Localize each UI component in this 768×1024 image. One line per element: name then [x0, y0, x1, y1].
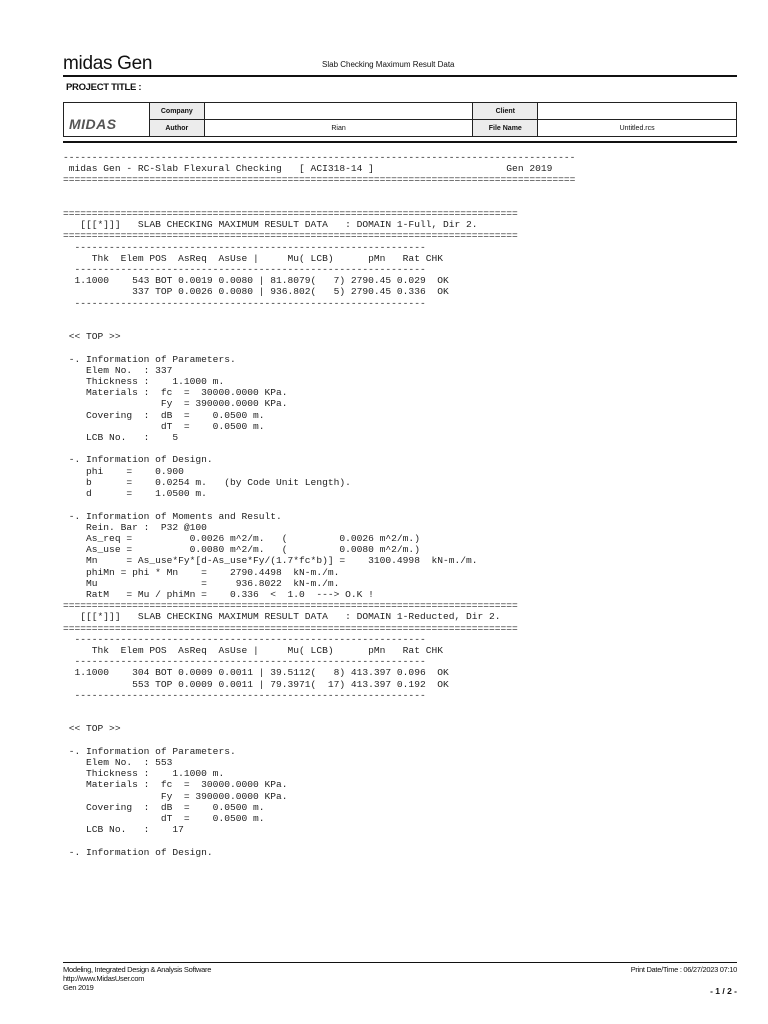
header-rule — [63, 75, 737, 77]
report-body: ----------------------------------------------------------------------------------------- midas Gen - RC-Slab Flexural Checking [ ACI318-14 ] Gen 2019 ========================================================================================= =============================================================================== [[[*]]] SLAB CHECKING MAXIMUM RESULT DATA : DOMAIN 1-Full, Dir 2. =============================================================================== ------------------------------------------------------------- Thk Elem POS AsReq AsUse | Mu( LCB) pMn Rat CHK ------------------------------------------------------------- 1.1000 543 BOT 0.0019 0.0080 | 81.8079( 7) 2790.45 0.029 OK 337 TOP 0.0026 0.0080 | 936.802( 5) 2790.45 0.336 OK ------------------------------------------------------------- << TOP >> -. Information of Parameters. Elem No. : 337 Thickness : 1.1000 m. Materials : fc = 30000.0000 KPa. Fy = 390000.0000 KPa. Covering : dB = 0.0500 m. dT = 0.0500 m. LCB No. : 5 -. Information of Design. phi = 0.900 b = 0.0254 m. (by Code Unit Length). d = 1.0500 m. -. Information of Moments and Result. Rein. Bar : P32 @100 As_req = 0.0026 m^2/m. ( 0.0026 m^2/m.) As_use = 0.0080 m^2/m. ( 0.0080 m^2/m.) Mn = As_use*Fy*[d-As_use*Fy/(1.7*fc*b)] = 3100.4998 kN-m./m. phiMn = phi * Mn = 2790.4498 kN-m./m. Mu = 936.8022 kN-m./m. RatM = Mu / phiMn = 0.336 < 1.0 ---> O.K ! =============================================================================== [[[*]]] SLAB CHECKING MAXIMUM RESULT DATA : DOMAIN 1-Reducted, Dir 2. =============================================================================== ------------------------------------------------------------- Thk Elem POS AsReq AsUse | Mu( LCB) pMn Rat CHK ------------------------------------------------------------- 1.1000 304 BOT 0.0009 0.0011 | 39.5112( 8) 413.397 0.096 OK 553 TOP 0.0009 0.0011 | 79.3971( 17) 413.397 0.192 OK ------------------------------------------------------------- << TOP >> -. Information of Parameters. Elem No. : 553 Thickness : 1.1000 m. Materials : fc = 30000.0000 KPa. Fy = 390000.0000 KPa. Covering : dB = 0.0500 m. dT = 0.0500 m. LCB No. : 17 -. Information of Design. — [63, 152, 576, 858]
info-table — [63, 102, 737, 137]
company-label: Company — [149, 103, 204, 120]
footer-software-name: Modeling, Integrated Design & Analysis Software — [63, 965, 212, 974]
author-label: Author — [149, 120, 204, 137]
project-title-label: PROJECT TITLE : — [66, 82, 142, 93]
brand-title: midas Gen — [63, 53, 153, 74]
client-value — [538, 103, 737, 120]
client-label: Client — [473, 103, 538, 120]
footer-info — [63, 965, 211, 992]
print-datetime: Print Date/Time : 06/27/2023 07:10 — [630, 965, 737, 974]
document-title: Slab Checking Maximum Result Data — [322, 60, 455, 69]
footer-url: http://www.MidasUser.com — [63, 974, 145, 983]
footer-version: Gen 2019 — [63, 983, 94, 992]
page-number: - 1 / 2 - — [710, 986, 737, 996]
company-value — [204, 103, 473, 120]
table-bottom-rule — [63, 141, 737, 143]
file-name-label: File Name — [473, 120, 538, 137]
midas-logo: MIDAS — [69, 116, 117, 132]
author-value: Rian — [204, 120, 473, 137]
file-name-value: Untitled.rcs — [538, 120, 737, 137]
footer-rule — [63, 962, 737, 963]
